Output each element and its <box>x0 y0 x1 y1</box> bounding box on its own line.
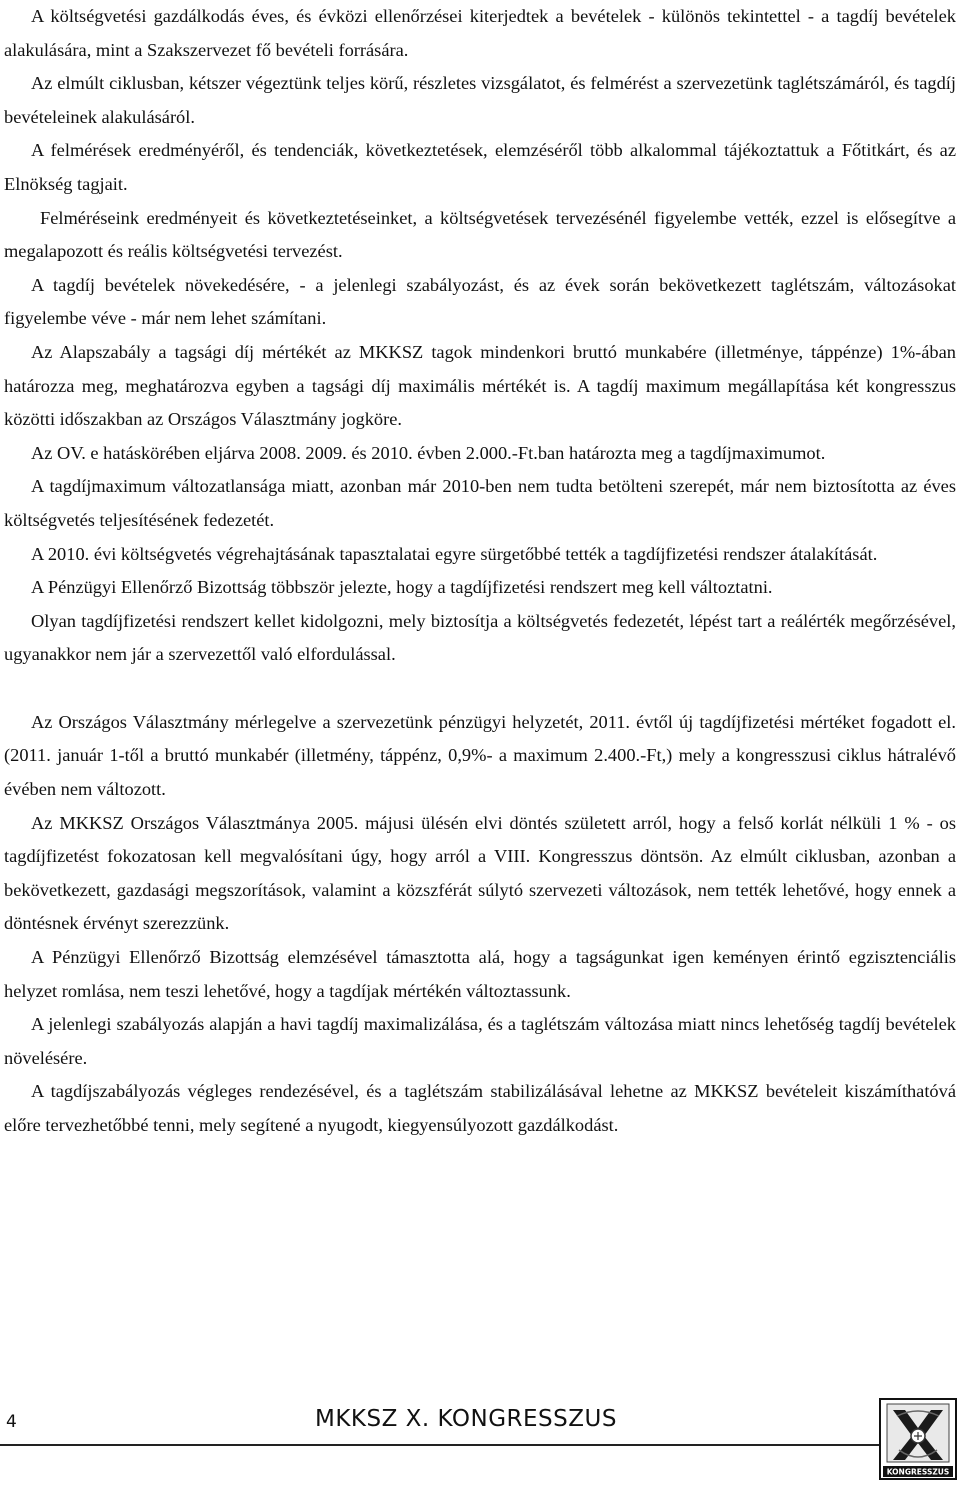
paragraph: Az elmúlt ciklusban, kétszer végeztünk teljes körű, részletes vizsgálatot, és felmérést a szervezetünk taglétszámáról, és tagdíj bevételeinek alakulásáról. <box>4 73 956 127</box>
logo-caption: KONGRESSZUS <box>886 1467 950 1477</box>
document-page <box>4 0 956 1143</box>
footer-title: MKKSZ X. KONGRESSZUS <box>315 1406 617 1432</box>
page-footer <box>0 1392 960 1482</box>
paragraph: Az Országos Választmány mérlegelve a szervezetünk pénzügyi helyzetét, 2011. évtől új tagdíjfizetési mértéket fogadott el. (2011. január 1-től a bruttó munkabér (illetmény, táppénz, 0,9%- a maximum 2.400.-Ft,) mely a kongresszusi ciklus hátralévő évében nem változott. <box>4 711 956 800</box>
paragraph: Felméréseink eredményeit és következtetéseinket, a költségvetések tervezésénél figyelembe vették, ezzel is elősegítve a megalapozott és reális költségvetési tervezést. <box>4 207 956 262</box>
paragraph: Az MKKSZ Országos Választmánya 2005. májusi ülésén elvi döntés született arról, hogy a felső korlát nélküli 1 % - os tagdíjfizetést fokozatosan kell megvalósítani úgy, hogy arról a VIII. Kongresszus döntsön. Az elmúlt ciklusban, azonban a bekövetkezett, gazdasági megszorítások, valamint a közszférát súlytó szervezeti változások, nem tették lehetővé, hogy ennek a döntésnek érvényt szerezzünk. <box>4 812 956 934</box>
paragraph: A felmérések eredményéről, és tendenciák, következtetések, elemzéséről több alkalommal tájékoztattuk a Főtitkárt, és az Elnökség tagjait. <box>4 140 956 194</box>
paragraph: A jelenlegi szabályozás alapján a havi tagdíj maximalizálása, és a taglétszám változása miatt nincs lehetőség tagdíj bevételek növelésére. <box>4 1014 956 1068</box>
paragraph: A költségvetési gazdálkodás éves, és évközi ellenőrzései kiterjedtek a bevételek - különös tekintettel - a tagdíj bevételek alakulására, mint a Szakszervezet fő bevételi forrására. <box>4 6 956 60</box>
paragraph: Az OV. e hatáskörében eljárva 2008. 2009. és 2010. évben 2.000.-Ft.ban határozta meg a tagdíjmaximumot. <box>31 442 826 463</box>
paragraph: A Pénzügyi Ellenőrző Bizottság többször jelezte, hogy a tagdíjfizetési rendszert meg kell változtatni. <box>31 577 773 598</box>
paragraph: A tagdíj bevételek növekedésére, - a jelenlegi szabályozást, és az évek során bekövetkezett taglétszám, változásokat figyelembe véve - már nem lehet számítani. <box>4 274 956 329</box>
paragraph: A Pénzügyi Ellenőrző Bizottság elemzésével támasztotta alá, hogy a tagságunkat igen keményen érintő egzisztenciális helyzet romlása, nem teszi lehetővé, hogy a tagdíjak mértékén változtassunk. <box>4 947 956 1001</box>
congress-logo-icon <box>879 1398 957 1480</box>
paragraph: A 2010. évi költségvetés végrehajtásának tapasztalatai egyre sürgetőbbé tették a tagdíjfizetési rendszer átalakítását. <box>31 543 878 564</box>
page-number: 4 <box>6 1412 17 1432</box>
paragraph-gap <box>4 672 956 706</box>
paragraph: A tagdíjszabályozás végleges rendezésével, és a taglétszám stabilizálásával lehetne az MKKSZ bevételeit kiszámíthatóvá előre tervezhetőbbé tenni, mely segítené a nyugodt, kiegyensúlyozott gazdálkodást. <box>4 1081 956 1135</box>
paragraph: Az Alapszabály a tagsági díj mértékét az MKKSZ tagok mindenkori bruttó munkabére (illetménye, táppénze) 1%-ában határozza meg, meghatározva egyben a tagsági díj maximális mértékét is. A tagdíj maximum megállapítása két kongresszus közötti időszakban az Országos Választmány jogköre. <box>4 341 956 430</box>
congress-logo <box>879 1398 957 1480</box>
footer-divider <box>0 1444 880 1446</box>
paragraph: Olyan tagdíjfizetési rendszert kellet kidolgozni, mely biztosítja a költségvetés fedezetét, lépést tart a reálérték megőrzésével, ugyanakkor nem jár a szervezettől való elfordulással. <box>4 610 956 665</box>
paragraph: A tagdíjmaximum változatlansága miatt, azonban már 2010-ben nem tudta betölteni szerepét, már nem biztosította az éves költségvetés teljesítésének fedezetét. <box>4 476 956 530</box>
document-body <box>4 0 956 1143</box>
